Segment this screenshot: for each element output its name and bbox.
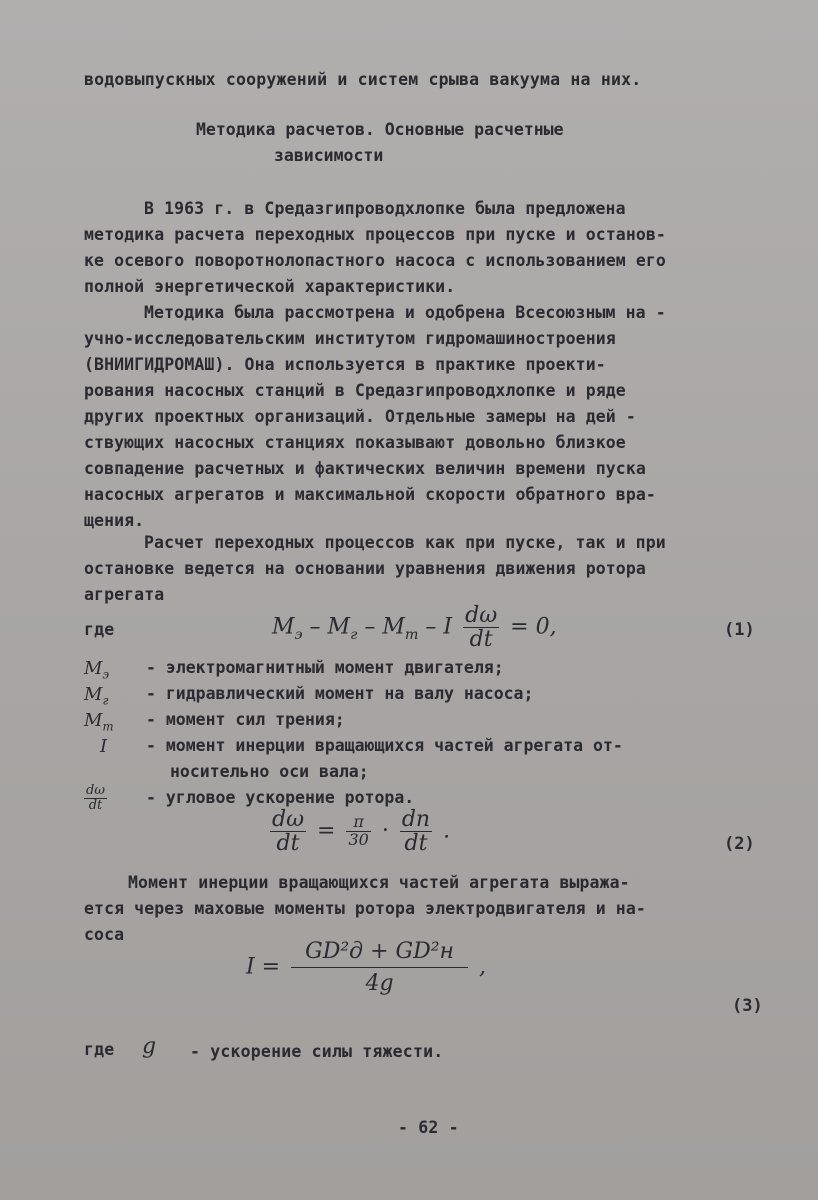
equation-2: $\frac{d\omega}{dt}$ = $\frac{\pi}{30}$ · $\frac{dn}{dt}$ . xyxy=(272,807,451,857)
text-line: учно-исследовательским институтом гидромашиностроения xyxy=(84,329,616,348)
eq3-fraction: $\frac{\text{GD²д + GD²н}}{4g}$ xyxy=(291,940,468,995)
text-line: Момент инерции вращающихся частей агрегата выража- xyxy=(128,873,630,892)
paragraph-3 xyxy=(84,530,784,608)
text-line: совпадение расчетных и фактических величин времени пуска xyxy=(84,459,646,478)
text-line: методика расчета переходных процессов при пуске и останов- xyxy=(84,225,666,244)
text-line: щения. xyxy=(84,511,145,530)
document-page: водовыпускных сооружений и систем срыва вакуума на них. Методика расчетов. Основные расчетные зависимости В 1963 г. в Средазгипроводхлопке была предложена методика расчета переходных процессов при пуске и останов- ке осевого поворотнолопастного насоса с использованием его полной энергетической характеристики. Методика была рассмотрена и одобрена Всесоюзным на - учно-исследовательским институтом гидромашиностроения (ВНИИГИДРОМАШ). Она используется в практике проекти- рования насосных станций в Средазгипроводхлопке и ряде других проектных организаций. Отдельные замеры на дей - ствующих насосных станциях показывают довольно близкое совпадение расчетных и фактических величин времени пуска насосных агрегатов и максимальной скорости обратного вра- щения. Расчет переходных процессов как при пуске, так и при остановке ведется на основании уравнения движения ротора агрегата где $M_э - M_г - M_т$ – I $\frac{d\omega}{dt}$ = 0, (1) $M_э$ - электромагнитный момент двигателя; $M_г$ - гидравлический момент на валу насоса; $M_т$ - момент сил трения; I - момент инерции вращающихся частей агрегата от- носительно оси вала; $\frac{d\omega}{dt}$ - угловое ускорение ротора. $\frac{d\omega}{dt}$ = $\frac{\pi}{30}$ · $\frac{dn}{dt}$ . (2) Момент инерции вращающихся частей агрегата выража- ется через маховые моменты ротора электродвигателя и на- соса I = $\frac{\text{GD²д + GD²н}}{4g}$ , (3) где g - ускорение силы тяжести. - 62 - xyxy=(0,0,818,1200)
g-symbol: g xyxy=(142,1034,157,1059)
text-line: ке осевого поворотнолопастного насоса с использованием его xyxy=(84,251,666,270)
text-line: Расчет переходных процессов как при пуске, так и при xyxy=(144,533,666,552)
text-line: агрегата xyxy=(84,585,165,604)
eq2-fraction-2: $\frac{\pi}{30}$ xyxy=(348,812,369,850)
top-line: водовыпускных сооружений и систем срыва вакуума на них. xyxy=(84,70,642,89)
eq1-where-label: где xyxy=(84,620,115,639)
text-line: остановке ведется на основании уравнения движения ротора xyxy=(84,559,646,578)
text-line: соса xyxy=(84,925,125,944)
equation-3: I = $\frac{\text{GD²д + GD²н}}{4g}$ , xyxy=(246,939,487,997)
text-line: ется через маховые моменты ротора электродвигателя и на- xyxy=(84,899,646,918)
section-heading-line1: Методика расчетов. Основные расчетные xyxy=(196,120,564,139)
eq2-fraction-3: $\frac{dn}{dt}$ xyxy=(401,807,431,857)
equation-1: $M_э - M_г - M_т$ – I $\frac{d\omega}{dt}$ = 0, xyxy=(272,603,557,653)
eq1-number: (1) xyxy=(724,620,755,640)
text-line: Методика была рассмотрена и одобрена Всесоюзным на - xyxy=(144,303,666,322)
where-g-text: - ускорение силы тяжести. xyxy=(190,1042,444,1061)
text-line: полной энергетической характеристики. xyxy=(84,277,456,296)
text-line: ствующих насосных станциях показывают довольно близкое xyxy=(84,433,626,452)
section-heading-line2: зависимости xyxy=(274,146,384,165)
text-line: В 1963 г. в Средазгипроводхлопке была предложена xyxy=(144,199,626,218)
eq1-fraction: $\frac{d\omega}{dt}$ xyxy=(465,603,498,653)
paragraph-1 xyxy=(84,196,784,300)
eq2-number: (2) xyxy=(724,834,755,854)
paragraph-2 xyxy=(84,300,784,534)
text-line: других проектных организаций. Отдельные замеры на дей - xyxy=(84,407,636,426)
text-line: насосных агрегатов и максимальной скорости обратного вра- xyxy=(84,485,656,504)
where-g-label: где xyxy=(84,1040,115,1059)
text-line: (ВНИИГИДРОМАШ). Она используется в практике проекти- xyxy=(84,355,606,374)
paragraph-4 xyxy=(84,870,784,948)
text-line: рования насосных станций в Средазгипроводхлопке и ряде xyxy=(84,381,626,400)
page-number: - 62 - xyxy=(398,1118,459,1137)
eq2-fraction-1: $\frac{d\omega}{dt}$ xyxy=(272,807,305,857)
eq3-number: (3) xyxy=(732,996,763,1016)
